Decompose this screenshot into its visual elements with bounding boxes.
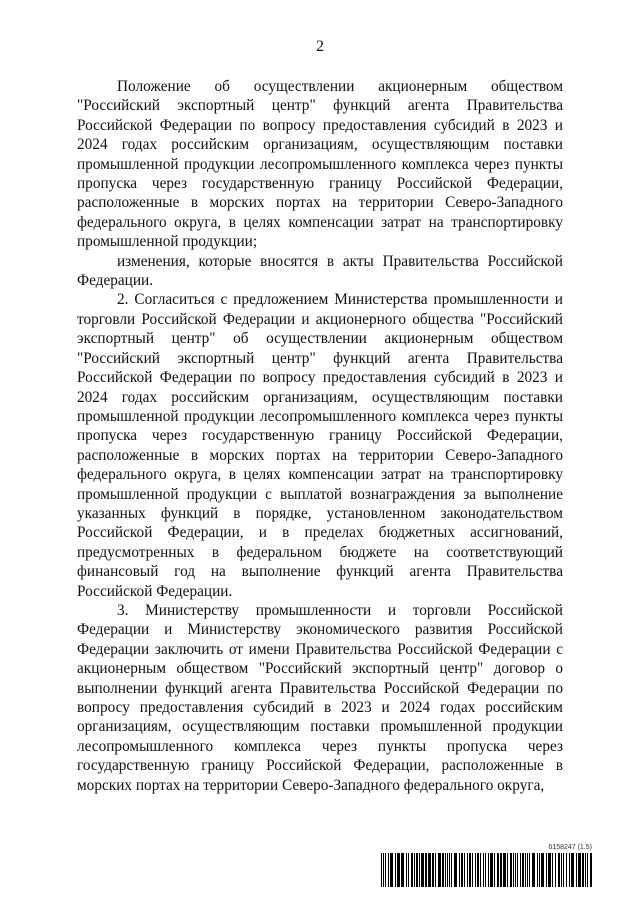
barcode-bar bbox=[435, 853, 436, 887]
barcode-bar bbox=[421, 853, 424, 887]
barcode-bar bbox=[585, 853, 586, 887]
barcode-bar bbox=[385, 853, 386, 887]
barcode-bar bbox=[552, 853, 553, 887]
barcode-bar bbox=[401, 853, 404, 887]
barcode-bar bbox=[494, 853, 495, 887]
barcode-bar bbox=[522, 853, 524, 887]
barcode-bar bbox=[445, 853, 446, 887]
barcode-bar bbox=[485, 853, 486, 887]
barcode-bar bbox=[515, 853, 516, 887]
barcode-bar bbox=[566, 853, 567, 887]
barcode-bar bbox=[532, 853, 535, 887]
page-number: 2 bbox=[316, 38, 324, 55]
barcode-bar bbox=[483, 853, 484, 887]
barcode-bar bbox=[480, 853, 481, 887]
barcode-bar bbox=[390, 853, 393, 887]
barcode-bar bbox=[527, 853, 528, 887]
barcode-bar bbox=[459, 853, 460, 887]
barcode-bar bbox=[555, 853, 556, 887]
barcode-bar bbox=[406, 853, 407, 887]
barcode-bar bbox=[397, 853, 400, 887]
barcode-bar bbox=[451, 853, 452, 887]
paragraph-regulation: Положение об осуществлении акционерным обществом "Российский экспортный центр" функций агента Правительства Российской Федерации по вопросу предоставления субсидий в 2023 и 2024 годах российским организациям, осуществляющим поставки промышленной продукции лесопромышленного комплекса через пункты пропуска через государственную границу Российской Федерации, расположенные в морских портах на территории Северо-Западного федерального округа, в целях компенсации затрат на транспортировку промышленной продукции; bbox=[77, 78, 563, 251]
barcode-bar bbox=[428, 853, 431, 887]
barcode-bar bbox=[548, 853, 551, 887]
barcode-bar bbox=[411, 853, 413, 887]
barcode-bar bbox=[381, 853, 382, 887]
barcode-bar bbox=[561, 853, 562, 887]
barcode-bar bbox=[503, 853, 506, 887]
barcode-icon bbox=[381, 853, 592, 887]
barcode-bar bbox=[520, 853, 521, 887]
barcode-bar bbox=[416, 853, 418, 887]
barcode-bar bbox=[587, 853, 588, 887]
barcode-bar bbox=[546, 853, 547, 887]
barcode-bar bbox=[539, 853, 540, 887]
barcode-bar bbox=[500, 853, 502, 887]
barcode-bar bbox=[388, 853, 389, 887]
barcode-code: 6158247 (1.5) bbox=[548, 844, 592, 851]
barcode-bar bbox=[414, 853, 415, 887]
barcode-bar bbox=[490, 853, 493, 887]
barcode-bar bbox=[563, 853, 564, 887]
barcode-bar bbox=[507, 853, 508, 887]
barcode-bar bbox=[461, 853, 463, 887]
barcode-bar bbox=[464, 853, 465, 887]
barcode-bar bbox=[419, 853, 420, 887]
barcode-bar bbox=[525, 853, 526, 887]
barcode-bar bbox=[513, 853, 514, 887]
barcode-bar bbox=[395, 853, 396, 887]
barcode-bar bbox=[558, 853, 560, 887]
barcode-bar bbox=[578, 853, 581, 887]
barcode-bar bbox=[590, 853, 592, 887]
barcode-bar bbox=[447, 853, 448, 887]
barcode-bar bbox=[537, 853, 538, 887]
barcode-bar bbox=[432, 853, 434, 887]
document-body bbox=[77, 77, 563, 795]
barcode-bar bbox=[472, 853, 473, 887]
barcode-bar bbox=[517, 853, 518, 887]
barcode-bar bbox=[477, 853, 479, 887]
barcode-bar bbox=[469, 853, 471, 887]
paragraph-amendments: изменения, которые вносятся в акты Правительства Российской Федерации. bbox=[77, 252, 563, 290]
barcode-bar bbox=[408, 853, 409, 887]
barcode-bar bbox=[454, 853, 457, 887]
barcode-bar bbox=[488, 853, 489, 887]
barcode-bar bbox=[529, 853, 530, 887]
barcode-bar bbox=[569, 853, 570, 887]
barcode-bar bbox=[467, 853, 468, 887]
barcode-bar bbox=[475, 853, 476, 887]
barcode-bar bbox=[571, 853, 574, 887]
paragraph-item-2: 2. Согласиться с предложением Министерства промышленности и торговли Российской Федерации и акционерного общества "Российский экспортный центр" об осуществлении акционерным обществом "Российский экспортный центр" функций агента Правительства Российской Федерации по вопросу предоставления субсидий в 2023 и 2024 годах российским организациям, осуществляющим поставки промышленной продукции лесопромышленного комплекса через пункты пропуска через государственную границу Российской Федерации, расположенные в морских портах на территории Северо-Западного федерального округа, в целях компенсации затрат на транспортировку промышленной продукции с выплатой вознаграждения за выполнение указанных функций в порядке, установленном законодательством Российской Федерации, и в пределах бюджетных ассигнований, предусмотренных в федеральном бюджете на соответствующий финансовый год на выполнение функций агента Правительства Российской Федерации. bbox=[77, 291, 563, 600]
barcode-bar bbox=[449, 853, 450, 887]
barcode-bar bbox=[442, 853, 444, 887]
barcode-bar bbox=[438, 853, 441, 887]
barcode-bar bbox=[510, 853, 512, 887]
barcode-bar bbox=[541, 853, 544, 887]
paragraph-item-3: 3. Министерству промышленности и торговли Российской Федерации и Министерству экономического развития Российской Федерации заключить от имени Правительства Российской Федерации с акционерным обществом "Российский экспортный центр" договор о выполнении функций агента Правительства Российской Федерации по вопросу предоставления субсидий в 2023 и 2024 годах российским организациям, осуществляющим поставки промышленной продукции лесопромышленного комплекса через пункты пропуска через государственную границу Российской Федерации, расположенные в морских портах на территории Северо-Западного федерального округа, bbox=[77, 601, 563, 794]
barcode-bar bbox=[582, 853, 584, 887]
barcode-bar bbox=[383, 853, 384, 887]
barcode-bar bbox=[425, 853, 427, 887]
barcode-bar bbox=[576, 853, 577, 887]
barcode-bar bbox=[497, 853, 499, 887]
